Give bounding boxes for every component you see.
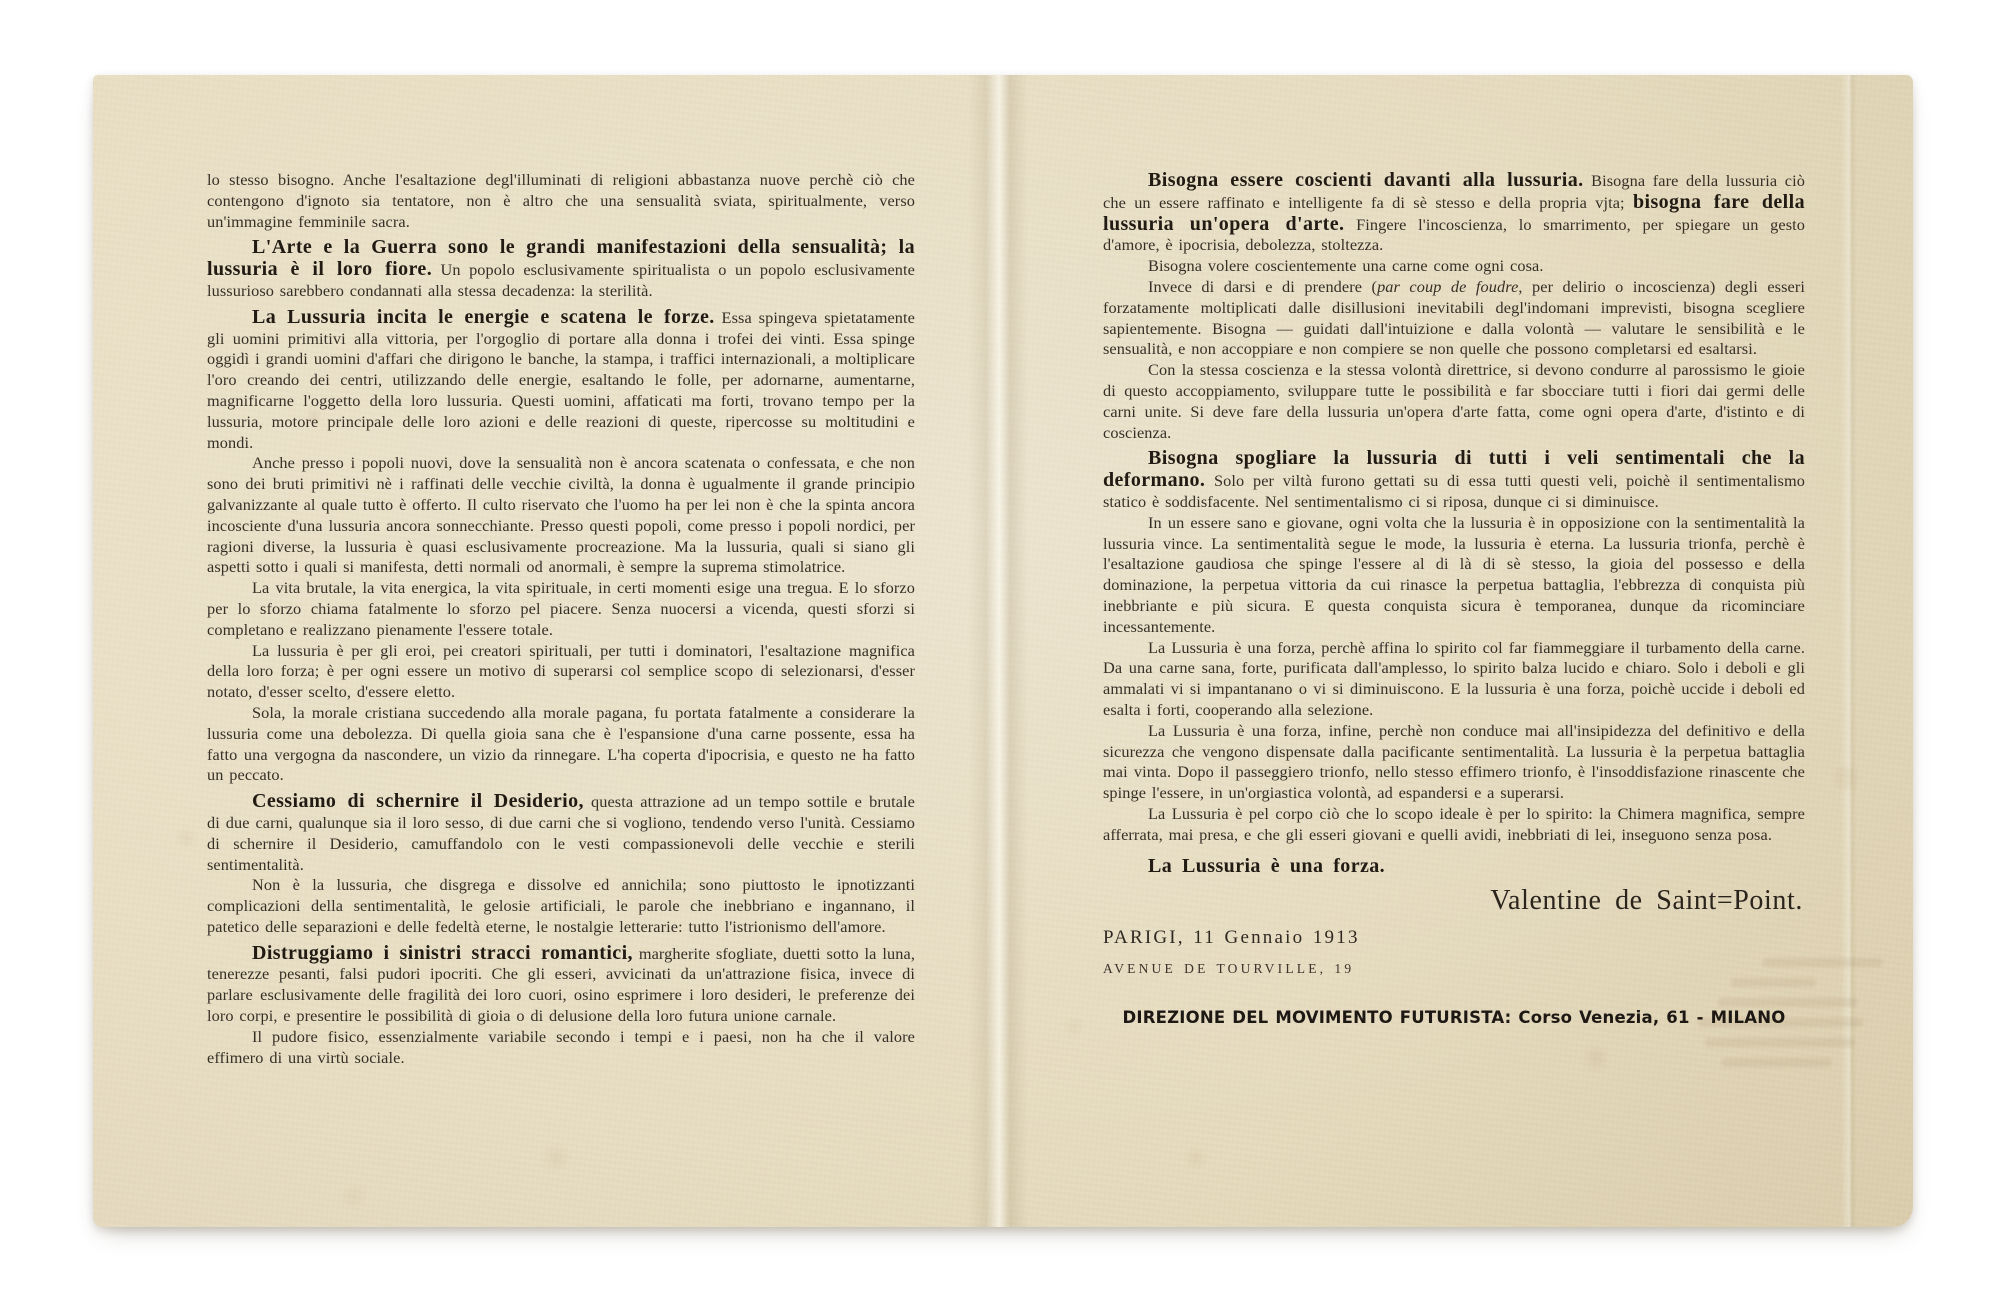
lead-heading-lussuria-incita: La Lussuria incita le energie e scatena le forze. xyxy=(252,305,715,328)
body-text: questa attrazione ad un tempo sottile e brutale di due carni, qualunque sia il loro sesso, di due carni che si vogliono, tendendo verso l'unità. Cessiamo di schernire il Desiderio, camuffandolo con le vesti compassionevoli delle vecchie e sterili sentimentalità. xyxy=(207,792,915,874)
paragraph-right-9: La Lussuria è pel corpo ciò che lo scopo ideale è per lo spirito: la Chimera magnifica, sempre afferrata, mai presa, e che gli esseri giovani e quelli avidi, inebbriati di lei, inseguono senza posa. xyxy=(1103,803,1805,844)
paragraph-left-11: Il pudore fisico, essenzialmente variabile secondo i tempi e i paesi, non ha che il valore effimero di una virtù sociale. xyxy=(207,1026,915,1067)
author-signature: Valentine de Saint=Point. xyxy=(1490,885,1803,917)
lead-heading-distruggiamo: Distruggiamo i sinistri stracci romantici, xyxy=(252,941,633,964)
paragraph-right-8: La Lussuria è una forza, infine, perchè non conduce mai all'insipidezza del definitivo e della sicurezza che vengono dispensate dalla pacificante sentimentalità. La lussuria è la perpetua battaglia mai vinta. Dopo il passeggiero trionfo, nello stesso effimero trionfo, è l'insoddisfazione rinascente che spinge l'essere, in un'orgiastica volontà, ad espandersi e a superarsi. xyxy=(1103,720,1805,803)
page-right xyxy=(1103,165,1805,1028)
paragraph-left-8 xyxy=(207,791,915,875)
paragraph-left-4: Anche presso i popoli nuovi, dove la sensualità non è ancora scatenata o confessata, e che non sono dei bruti primitivi nè i raffinati delle vecchie civiltà, la donna è ugualmente il grande principio galvanizzante al quale tutto è offerto. Il culto riservato che l'uomo ha per lei non è che la spinta ancora incosciente d'una lussuria ancora sonnecchiante. Presso questi popoli, come presso i popoli nordici, per ragioni diverse, la lussuria è quasi esclusivamente procreazione. Ma la lussuria, quali si siano gli aspetti sotto i quali si manifesta, detti normali od anormali, è sempre la suprema stimolatrice. xyxy=(207,453,915,577)
paragraph-right-6: In un essere sano e giovane, ogni volta che la lussuria è in opposizione con la sentimentalità la lussuria vince. La sentimentalità segue le mode, la lussuria è eterna. La lussuria trionfa, perchè è l'esaltazione gaudiosa che spinge l'essere al di là di sè stesso, la gioia del possesso e della dominazione, la perpetua vittoria da cui rinasce la perpetua battaglia, l'ebbrezza di conquista più inebbriante e più sicura. E questa conquista sicura è temporanea, dunque da ricominciare incessantemente. xyxy=(1103,512,1805,636)
body-text: Bisogna fare della lussuria ciò che un essere raffinato e intelligente fa di sè stesso e della propria vjta; xyxy=(1103,171,1805,212)
manifesto-sheet xyxy=(93,75,1913,1227)
paragraph-left-10 xyxy=(207,943,915,1027)
closing-statement xyxy=(1103,856,1805,878)
address-line: AVENUE DE TOURVILLE, 19 xyxy=(1103,960,1355,976)
lead-heading-coscienti: Bisogna essere coscienti davanti alla lussuria. xyxy=(1148,169,1584,191)
paragraph-left-1: lo stesso bisogno. Anche l'esaltazione degl'illuminati di religioni abbastanza nuove perchè ciò che contengono d'ignoto sia tentatore, non è altro che una sensualità sviata, spiritualmente, verso un'immagine femminile sacra. xyxy=(207,170,915,231)
paragraph-right-4: Con la stessa coscienza e la stessa volontà direttrice, si devono condurre al parossismo le gioie di questo accoppiamento, sviluppare tutte le possibilità e far sbocciare tutti i fiori dai germi delle carni unite. Si deve fare della lussuria un'opera d'arte fatta, come ogni opera d'arte, d'istinto e di coscienza. xyxy=(1103,360,1805,442)
body-text: Fingere l'incoscienza, lo smarrimento, per spiegare un gesto d'amore, è ipocrisia, debolezza, stoltezza. xyxy=(1103,214,1805,255)
italic-phrase: par coup de foudre xyxy=(1377,276,1519,296)
body-text: Invece di darsi e di prendere ( xyxy=(1148,276,1378,296)
lead-heading-cessiamo: Cessiamo di schernire il Desiderio, xyxy=(252,790,584,813)
body-text: margherite sfogliate, duetti sotto la luna, tenerezze pesanti, falsi pudori ipocriti. Che gli esseri, avvicinati da un'attrazione fisica, invece di parlare esclusivamente delle fragilità dei loro cuori, osino esprimere i loro desideri, le preferenze dei loro corpi, e presentire le possibilità di gioia o di delusione della loro futura unione carnale. xyxy=(207,943,915,1026)
paragraph-right-3 xyxy=(1103,277,1805,360)
paragraph-left-7: Sola, la morale cristiana succedendo alla morale pagana, fu portata fatalmente a considerare la lussuria come una debolezza. Di quella gioia sana che è l'espansione d'una carne possente, essa ha fatto una vergogna da nascondere, un vizio da rinnegare. L'ha coperta d'ipocrisia, e questo ne ha fatto un peccato. xyxy=(207,702,915,785)
body-text: Un popolo esclusivamente spiritualista o un popolo esclusivamente lussurioso sarebbero condannati alla stessa decadenza: la sterilità. xyxy=(207,260,915,300)
paragraph-left-6: La lussuria è per gli eroi, pei creatori spirituali, per tutti i dominatori, l'esaltazione magnifica della loro forza; è per ogni essere un motivo di superarsi col semplice scopo di selezionarsi, d'esser notato, d'esser scelto, d'essere eletto. xyxy=(207,640,915,702)
paragraph-right-2: Bisogna volere coscientemente una carne come ogni cosa. xyxy=(1148,256,1544,276)
paragraph-right-7: La Lussuria è una forza, perchè affina lo spirito col far fiammeggiare il turbamento della carne. Da una carne sana, forte, purificata dall'amplesso, lo spirito balza lucido e chiaro. Solo i deboli e gli ammalati vi si impantanano o vi si diminuiscono. E la lussuria è una forza, poichè uccide i deboli ed esalta i forti, cooperando alla selezione. xyxy=(1103,637,1805,719)
paragraph-left-5: La vita brutale, la vita energica, la vita spirituale, in certi momenti esige una tregua. E lo sforzo per lo sforzo chiama fatalmente lo sforzo pel piacere. Senza nuocersi a vicenda, questi sforzi si completano e realizzano pienamente l'essere totale. xyxy=(207,578,915,639)
lead-heading-forza: La Lussuria è una forza. xyxy=(1148,854,1386,877)
body-text: , per delirio o incoscienza) degli esseri forzatamente moltiplicati dalle disillusioni inevitabili degl'indomani imprevisti, bisogna scegliere sapientemente. Bisogna — guidati dall'intuizione e dalla volontà — valutare le sensibilità e le sensualità, e non accoppiare e non compiere se non quelle che possono completarsi ed esaltarsi. xyxy=(1103,276,1805,359)
body-text: Essa spingeva spietatamente gli uomini primitivi alla vittoria, per l'orgoglio di portare alla donna i trofei dei vinti. Essa spinge oggidì i grandi uomini d'affari che dirigono le banche, la stampa, i traffici internazionali, a moltiplicare l'oro creando dei centri, utilizzando delle energie, esaltando le folle, per adornarne, aumentarne, magnificarne l'oggetto della loro lussuria. Questi uomini, affaticati ma forti, trovano tempo per la lussuria, motore principale delle loro azioni e delle reazioni di queste, ripercosse su moltitudini e mondi. xyxy=(207,307,915,452)
page-left xyxy=(207,170,915,1068)
paragraph-right-1 xyxy=(1103,170,1805,256)
lead-heading-opera-arte: bisogna fare della lussuria un'opera d'arte. xyxy=(1103,190,1805,235)
lead-heading-arte-guerra: L'Arte e la Guerra sono le grandi manifestazioni della sensualità; la lussuria è il loro fiore. xyxy=(207,236,915,281)
paragraph-right-5 xyxy=(1103,448,1805,512)
paragraph-left-9: Non è la lussuria, che disgrega e dissolve ed annichila; sono piuttosto le ipnotizzanti complicazioni della sentimentalità, le gelosie artificiali, le parole che inebbriano e ingannano, il patetico delle separazioni e delle fedeltà eterne, le nostalgie letterarie: tutto l'istrionismo dell'amore. xyxy=(207,875,915,936)
center-fold xyxy=(968,75,1028,1227)
paragraph-left-3 xyxy=(207,307,915,454)
paragraph-left-2 xyxy=(207,237,915,301)
dateline: PARIGI, 11 Gennaio 1913 xyxy=(1103,927,1360,949)
foxing-spots xyxy=(93,75,95,77)
lead-heading-spogliare: Bisogna spogliare la lussuria di tutti i veli sentimentali che la deformano. xyxy=(1103,447,1805,492)
publisher-imprint: DIREZIONE DEL MOVIMENTO FUTURISTA: Corso Venezia, 61 - MILANO xyxy=(1122,1007,1786,1027)
body-text: Solo per viltà furono gettati su di essa tutti questi veli, poichè il sentimentalismo statico è soddisfacente. Nel sentimentalismo ci si riposa, dunque ci si diminuisce. xyxy=(1103,471,1805,511)
